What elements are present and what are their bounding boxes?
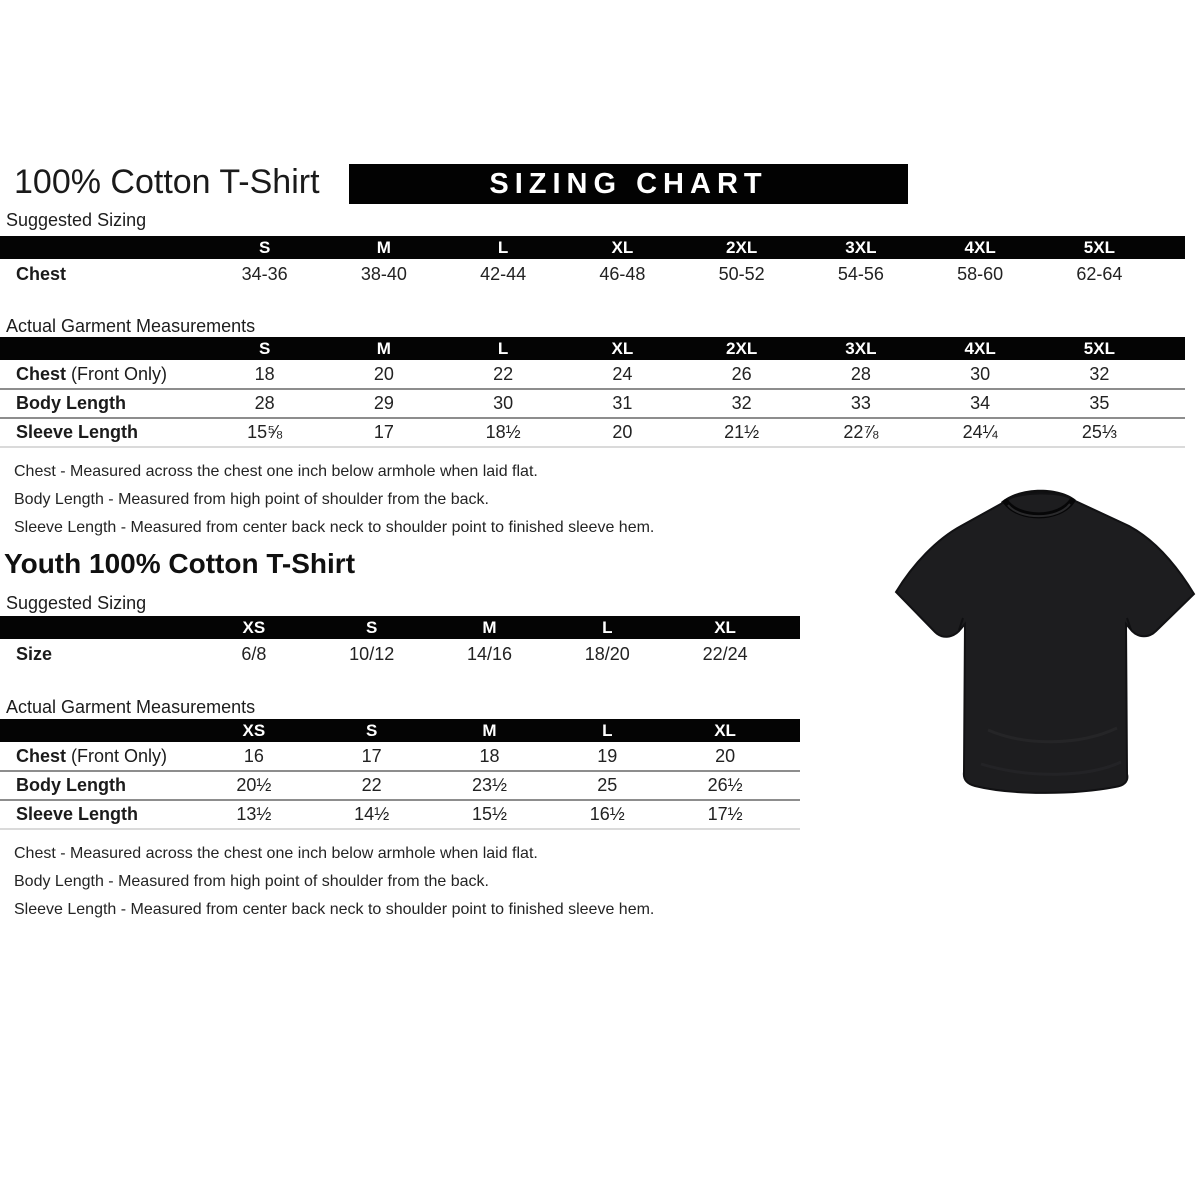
size-column-header: XS — [195, 719, 313, 742]
measurement-cell: 38-40 — [360, 263, 407, 284]
measurement-cell: 46-48 — [599, 263, 646, 284]
youth-suggested-sizing-table — [0, 616, 800, 669]
youth-section-title: Youth 100% Cotton T-Shirt — [4, 548, 356, 579]
size-column-header: XL — [563, 236, 682, 259]
header-filler — [784, 719, 800, 742]
measurement-cell: 30 — [444, 389, 563, 418]
measurement-cell: 22/24 — [702, 643, 748, 664]
black-tshirt-image — [893, 478, 1198, 803]
header-filler — [1159, 337, 1185, 360]
measurement-cell: 18 — [479, 745, 500, 766]
adult-actual-measurements-label: Actual Garment Measurements — [6, 316, 256, 336]
row-label: Body Length — [0, 771, 195, 800]
filler-cell — [1159, 389, 1185, 418]
measurement-cell: 17 — [361, 745, 382, 766]
measurement-cell: 28 — [850, 363, 871, 384]
size-column-header: M — [431, 719, 549, 742]
note-chest: Chest - Measured across the chest one inch below armhole when laid flat. — [14, 463, 538, 480]
measurement-cell: 13½ — [195, 800, 313, 829]
size-column-header: M — [431, 616, 549, 639]
measurement-cell: 62-64 — [1076, 263, 1123, 284]
header-filler — [784, 616, 800, 639]
filler-cell — [784, 639, 800, 669]
adult-suggested-sizing-label: Suggested Sizing — [6, 210, 147, 230]
measurement-cell: 19 — [597, 745, 618, 766]
size-column-header: M — [324, 236, 443, 259]
header-corner — [0, 616, 195, 639]
header-corner — [0, 719, 195, 742]
header-corner — [0, 337, 205, 360]
note-body-length: Body Length - Measured from high point of shoulder from the back. — [14, 491, 489, 508]
measurement-cell: 14½ — [313, 800, 431, 829]
measurement-cell: 34-36 — [241, 263, 288, 284]
filler-cell — [1159, 418, 1185, 447]
measurement-cell: 16½ — [548, 800, 666, 829]
row-label: Sleeve Length — [0, 800, 195, 829]
sizing-chart-banner-text: SIZING CHART — [489, 167, 768, 200]
youth-suggested-sizing-label: Suggested Sizing — [6, 593, 147, 613]
measurement-cell: 20 — [373, 363, 394, 384]
size-column-header: L — [444, 337, 563, 360]
measurement-cell: 21½ — [682, 418, 801, 447]
size-column-header: XL — [563, 337, 682, 360]
youth-actual-measurements-table — [0, 719, 800, 830]
measurement-cell: 18½ — [444, 418, 563, 447]
page-title: 100% Cotton T-Shirt — [14, 163, 320, 201]
size-column-header: 2XL — [682, 236, 801, 259]
filler-cell — [1159, 360, 1185, 389]
header-corner — [0, 236, 205, 259]
note-sleeve-length: Sleeve Length - Measured from center back neck to shoulder point to finished sleeve hem. — [14, 519, 655, 536]
measurement-cell: 42-44 — [480, 263, 527, 284]
row-label: Body Length — [0, 389, 205, 418]
measurement-cell: 31 — [563, 389, 682, 418]
row-label: Size — [16, 643, 53, 664]
size-column-header: XS — [195, 616, 313, 639]
measurement-cell: 26½ — [666, 771, 784, 800]
measurement-cell: 33 — [801, 389, 920, 418]
measurement-cell: 24¼ — [921, 418, 1040, 447]
sizing-chart-banner — [349, 164, 908, 204]
measurement-cell: 23½ — [431, 771, 549, 800]
measurement-cell: 34 — [921, 389, 1040, 418]
size-column-header: S — [205, 337, 324, 360]
row-label: Chest — [16, 263, 67, 284]
measurement-cell: 20 — [715, 745, 736, 766]
measurement-cell: 17½ — [666, 800, 784, 829]
measurement-cell: 20 — [563, 418, 682, 447]
filler-cell — [1159, 259, 1185, 289]
measurement-cell: 28 — [205, 389, 324, 418]
measurement-cell: 6/8 — [241, 643, 267, 664]
size-column-header: 3XL — [801, 337, 920, 360]
measurement-cell: 24 — [612, 363, 633, 384]
size-column-header: 4XL — [921, 236, 1040, 259]
measurement-cell: 14/16 — [466, 643, 513, 664]
note-body-length: Body Length - Measured from high point of shoulder from the back. — [14, 873, 489, 890]
filler-cell — [784, 771, 800, 800]
size-column-header: S — [313, 719, 431, 742]
measurement-cell: 35 — [1040, 389, 1159, 418]
measurement-cell: 18 — [254, 363, 275, 384]
measurement-cell: 22 — [493, 363, 514, 384]
size-column-header: L — [548, 616, 666, 639]
size-column-header: M — [324, 337, 443, 360]
adult-actual-measurements-table — [0, 337, 1185, 448]
measurement-cell: 32 — [1089, 363, 1110, 384]
measurement-cell: 26 — [731, 363, 752, 384]
measurement-cell: 54-56 — [837, 263, 884, 284]
measurement-cell: 10/12 — [349, 643, 395, 664]
measurement-cell: 30 — [970, 363, 991, 384]
measurement-cell: 29 — [324, 389, 443, 418]
row-label: Sleeve Length — [0, 418, 205, 447]
measurement-cell: 20½ — [195, 771, 313, 800]
size-column-header: 5XL — [1040, 337, 1159, 360]
measurement-cell: 58-60 — [957, 263, 1004, 284]
measurement-cell: 32 — [682, 389, 801, 418]
adult-suggested-sizing-table — [0, 236, 1185, 289]
measurement-cell: 16 — [243, 745, 264, 766]
measurement-cell: 15⅝ — [205, 418, 324, 447]
measurement-cell: 50-52 — [718, 263, 765, 284]
adult-measurement-notes — [14, 458, 654, 542]
measurement-cell: 17 — [324, 418, 443, 447]
measurement-cell: 22 — [313, 771, 431, 800]
size-column-header: L — [444, 236, 563, 259]
measurement-cell: 18/20 — [584, 643, 630, 664]
size-column-header: 3XL — [801, 236, 920, 259]
size-column-header: 5XL — [1040, 236, 1159, 259]
header-filler — [1159, 236, 1185, 259]
size-column-header: XL — [666, 616, 784, 639]
youth-measurement-notes — [14, 840, 654, 924]
size-column-header: XL — [666, 719, 784, 742]
note-sleeve-length: Sleeve Length - Measured from center back neck to shoulder point to finished sleeve hem. — [14, 901, 655, 918]
tshirt-body — [896, 493, 1194, 792]
size-column-header: S — [313, 616, 431, 639]
note-chest: Chest - Measured across the chest one inch below armhole when laid flat. — [14, 845, 538, 862]
size-column-header: S — [205, 236, 324, 259]
measurement-cell: 15½ — [431, 800, 549, 829]
measurement-cell: 25⅓ — [1040, 418, 1159, 447]
size-column-header: 4XL — [921, 337, 1040, 360]
filler-cell — [784, 742, 800, 771]
measurement-cell: 22⅞ — [801, 418, 920, 447]
filler-cell — [784, 800, 800, 829]
row-label: Chest (Front Only) — [16, 745, 168, 766]
size-column-header: L — [548, 719, 666, 742]
measurement-cell: 25 — [548, 771, 666, 800]
row-label: Chest (Front Only) — [16, 363, 168, 384]
size-column-header: 2XL — [682, 337, 801, 360]
youth-actual-measurements-label: Actual Garment Measurements — [6, 697, 256, 717]
